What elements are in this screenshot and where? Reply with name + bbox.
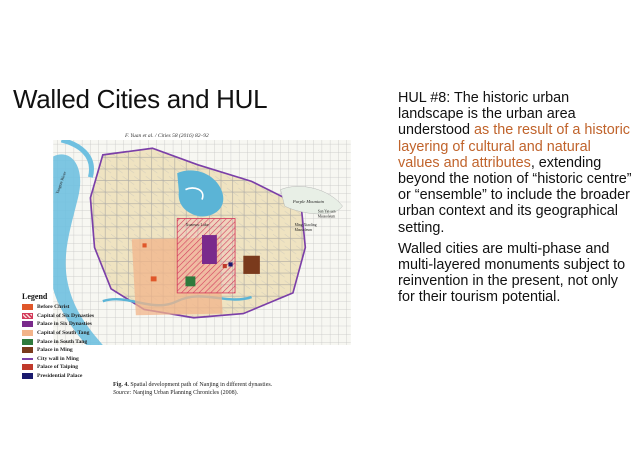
legend-label: Palace in Six Dynasties — [37, 321, 92, 328]
legend-items — [22, 303, 104, 380]
legend-swatch — [22, 313, 33, 319]
purple-mountain-label: Purple Mountain — [292, 198, 325, 204]
caption-text: Spatial development path of Nanjing in different dynasties. — [128, 382, 273, 388]
legend-item — [22, 355, 104, 364]
ming-xiaoling-label: Ming Xiaoling — [294, 222, 317, 227]
sun-yatsen-label: Sun Yat-sen — [317, 209, 336, 214]
legend-item — [22, 346, 104, 355]
caption-source-line — [113, 389, 272, 397]
caption-source: Nanjing Urban Planning Chronicles (2008). — [131, 390, 239, 396]
sun-yatsen-mausoleum-label: Mausoleum — [317, 214, 336, 219]
legend-item — [22, 312, 104, 321]
legend-item — [22, 303, 104, 312]
p1-highlight: as the result of a historic layering of cultural and natural values and attributes — [398, 122, 630, 171]
six-dynasties-palace — [202, 235, 217, 264]
legend-item — [22, 329, 104, 338]
legend-swatch — [22, 304, 33, 310]
p1-part1: HUL #8: The historic urban landscape is the urban area understood — [398, 90, 576, 139]
legend-label: Before Christ — [37, 304, 70, 311]
before-christ-site-2 — [142, 243, 146, 247]
legend-label: Capital of South Tang — [37, 330, 90, 337]
legend-swatch — [22, 358, 33, 360]
legend-label: Palace in South Tang — [37, 338, 88, 345]
legend-swatch — [22, 373, 33, 379]
slide-title: Walled Cities and HUL — [13, 84, 268, 114]
journal-reference: F. Yuan et al. / Cities 58 (2016) 82–92 — [125, 133, 209, 139]
legend-item — [22, 372, 104, 381]
yangtze-label: Yangtze River — [54, 170, 68, 195]
legend-swatch — [22, 364, 33, 370]
caption-line — [113, 381, 272, 389]
south-tang-palace — [185, 276, 195, 286]
paragraph-hul8 — [398, 90, 634, 236]
legend-item — [22, 320, 104, 329]
legend-item — [22, 363, 104, 372]
figure-caption — [113, 381, 272, 397]
legend-label: Palace of Taiping — [37, 364, 79, 371]
legend-swatch — [22, 339, 33, 345]
legend-label: Palace in Ming — [37, 347, 73, 354]
paragraph-walled-cities: Walled cities are multi-phase and multi-layered monuments subject to reinvention in the present, not only for their tourism potential. — [398, 240, 626, 306]
map-legend — [22, 292, 104, 380]
legend-label: Capital of Six Dynasties — [37, 312, 95, 319]
legend-label: City wall in Ming — [37, 355, 79, 362]
taiping-palace — [223, 264, 227, 268]
body-text — [398, 90, 634, 311]
legend-swatch — [22, 347, 33, 353]
legend-label: Presidential Palace — [37, 373, 83, 380]
legend-title: Legend — [22, 292, 48, 301]
ming-palace — [243, 256, 260, 274]
xuanwu-label: Xuanwu Lake — [185, 221, 209, 227]
legend-item — [22, 337, 104, 346]
caption-source-label: Source: — [113, 390, 132, 396]
legend-swatch — [22, 321, 33, 327]
before-christ-site — [151, 276, 157, 281]
legend-swatch — [22, 330, 33, 336]
caption-label: Fig. 4. — [113, 382, 129, 388]
p1-part2: , extending beyond the notion of “historic centre” or “ensemble” to include the broader urban context and its geographical setting. — [398, 154, 632, 236]
presidential-palace — [228, 262, 232, 266]
ming-xiaoling-mausoleum-label: Mausoleum — [294, 227, 313, 232]
